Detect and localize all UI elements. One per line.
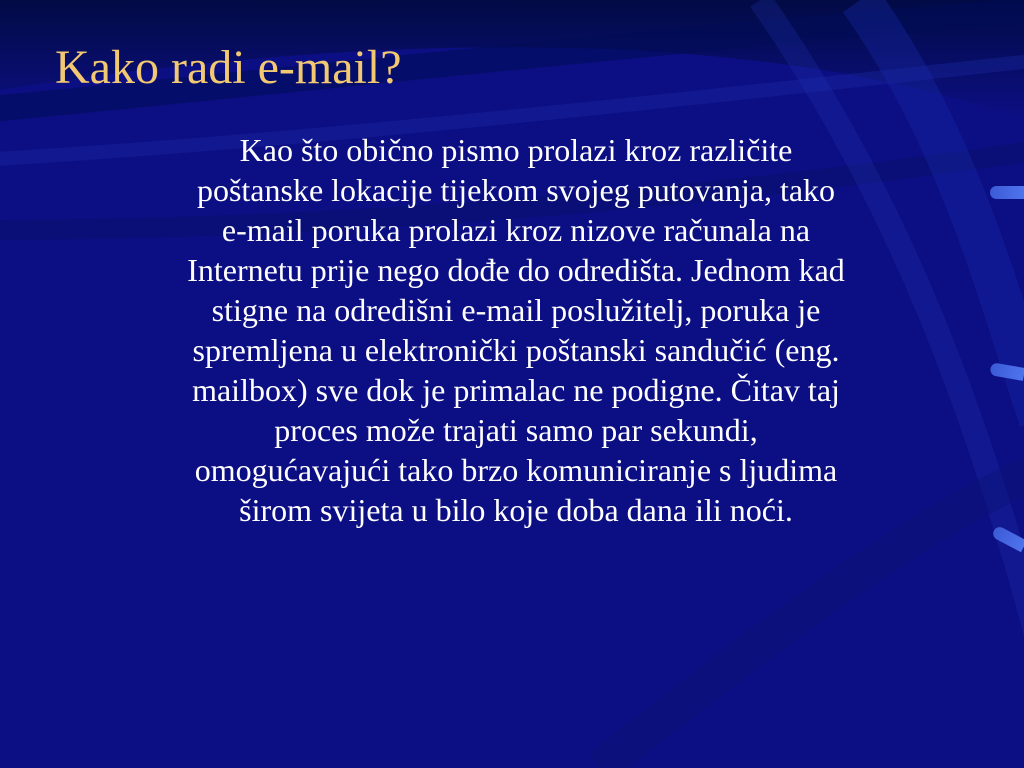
body-line: mailbox) sve dok je primalac ne podigne. Čitav taj bbox=[192, 372, 840, 408]
edge-accent-mark bbox=[990, 186, 1024, 199]
body-line: Kao što obično pismo prolazi kroz različite bbox=[239, 132, 793, 168]
slide-body-text bbox=[96, 130, 936, 530]
body-line: Internetu prije nego dođe do odredišta. Jednom kad bbox=[187, 252, 845, 288]
body-line: poštanske lokacije tijekom svojeg putovanja, tako bbox=[196, 172, 836, 208]
body-line: širom svijeta u bilo koje doba dana ili noći. bbox=[239, 492, 793, 528]
slide-title: Kako radi e-mail? bbox=[55, 41, 402, 94]
body-line: omogućavajući tako brzo komuniciranje s ljudima bbox=[194, 452, 838, 488]
body-line: stigne na odredišni e-mail poslužitelj, poruka je bbox=[211, 292, 821, 328]
body-line: proces može trajati samo par sekundi, bbox=[274, 412, 758, 448]
body-line: e-mail poruka prolazi kroz nizove računala na bbox=[221, 212, 811, 248]
body-line: spremljena u elektronički poštanski sandučić (eng. bbox=[192, 332, 840, 368]
